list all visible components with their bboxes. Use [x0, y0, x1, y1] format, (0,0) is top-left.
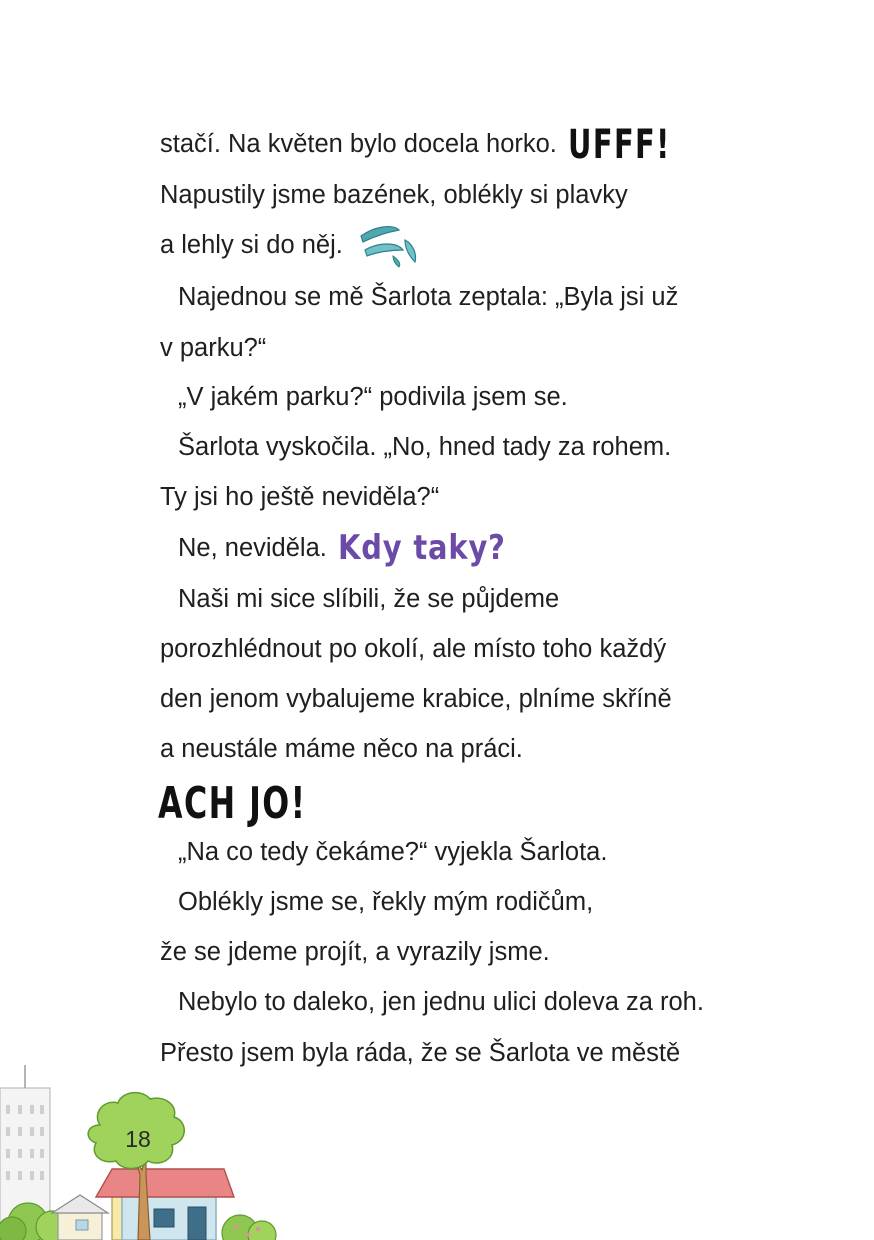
line-text: Ne, neviděla.	[178, 534, 327, 562]
exclamation-ach-jo: ACH JO!	[158, 778, 307, 829]
text-line-17: Nebylo to daleko, jen jednu ulici doleva za roh.	[178, 988, 704, 1016]
exclamation-kdy-taky: Kdy taky?	[337, 528, 506, 568]
text-line-10: Naši mi sice slíbili, že se půjdeme	[178, 585, 560, 613]
text-line-16: že se jdeme projít, a vyrazily jsme.	[160, 938, 550, 966]
text-line-3: a lehly si do něj.	[160, 231, 343, 259]
text-line-15: Oblékly jsme se, řekly mým rodičům,	[178, 888, 594, 916]
text-line-1	[160, 122, 711, 168]
text-line-6: „V jakém parku?“ podivila jsem se.	[178, 383, 568, 411]
text-line-11: porozhlédnout po okolí, ale místo toho každý	[160, 635, 667, 663]
water-splash-icon	[355, 220, 421, 268]
text-line-2: Napustily jsme bazének, oblékly si plavky	[160, 181, 628, 209]
line-text: stačí. Na květen bylo docela horko.	[160, 130, 557, 158]
exclamation-ufff: UFFF!	[567, 122, 671, 168]
text-line-12: den jenom vybalujeme krabice, plníme skříně	[160, 685, 672, 713]
text-line-13: a neustále máme něco na práci.	[160, 735, 523, 763]
text-line-14: „Na co tedy čekáme?“ vyjekla Šarlota.	[178, 838, 608, 866]
text-line-7: Šarlota vyskočila. „No, hned tady za rohem.	[178, 433, 672, 461]
page-number: 18	[125, 1126, 151, 1152]
text-line-9	[178, 528, 535, 568]
red-roof-house-illustration	[96, 1169, 234, 1240]
text-line-8: Ty jsi ho ještě neviděla?“	[160, 483, 440, 511]
text-line-5: v parku?“	[160, 334, 267, 362]
text-line-4: Najednou se mě Šarlota zeptala: „Byla jsi už	[178, 283, 679, 311]
text-line-18: Přesto jsem byla ráda, že se Šarlota ve městě	[160, 1039, 681, 1067]
small-house-illustration	[52, 1195, 108, 1240]
